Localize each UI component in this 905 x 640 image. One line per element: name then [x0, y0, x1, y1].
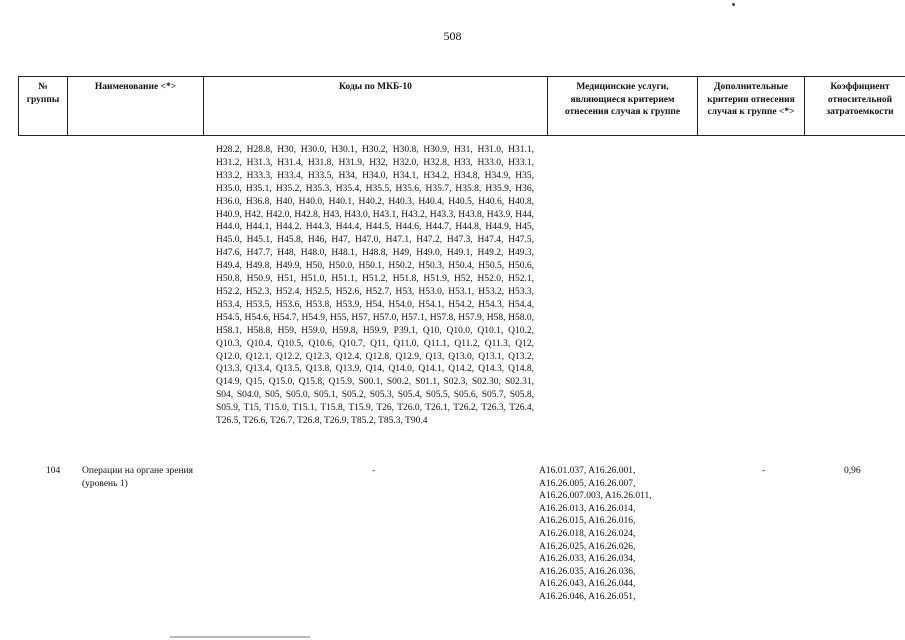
group-number: 104	[46, 466, 61, 476]
table-header	[18, 76, 905, 136]
service-line: A16.26.046, A16.26.051,	[539, 591, 636, 602]
header-coefficient: Коэффициент относительной затратоемкости	[805, 77, 905, 136]
service-line: A16.26.015, A16.26.016,	[539, 516, 636, 527]
icd-codes-dash: -	[372, 466, 376, 476]
scan-speck	[732, 3, 735, 6]
continuation-icd-codes: H28.2, H28.8, H30, H30.0, H30.1, H30.2, H30.8, H30.9, H31, H31.0, H31.1, H31.2, H31.3, H31.4, H31.8, H31.9, H32, H32.0, H32.8, H33, H33.0, H33.1, H33.2, H33.3, H33.4, H33.5, H34, H34.0, H34.1, H34.2, H34.8, H34.9, H35, H35.0, H35.1, H35.2, H35.3, H35.4, H35.5, H35.6, H35.7, H35.8, H35.9, H36, H36.0, H36.8, H40, H40.0, H40.1, H40.2, H40.3, H40.4, H40.5, H40.6, H40.8, H40.9, H42, H42.0, H42.8, H43, H43.0, H43.1, H43.2, H43.3, H43.8, H43.9, H44, H44.0, H44.1, H44.2, H44.3, H44.4, H44.5, H44.6, H44.7, H44.8, H44.9, H45, H45.0, H45.1, H45.8, H46, H47, H47.0, H47.1, H47.2, H47.3, H47.4, H47.5, H47.6, H47.7, H48, H48.0, H48.1, H48.8, H49, H49.0, H49.1, H49.2, H49.3, H49.4, H49.8, H49.9, H50, H50.0, H50.1, H50.2, H50.3, H50.4, H50.5, H50.6, H50.8, H50.9, H51, H51.0, H51.1, H51.2, H51.8, H51.9, H52, H52.0, H52.1, H52.2, H52.3, H52.4, H52.5, H52.6, H52.7, H53, H53.0, H53.1, H53.2, H53.3, H53.4, H53.5, H53.6, H53.8, H53.9, H54, H54.0, H54.1, H54.2, H54.3, H54.4, H54.5, H54.6, H54.7, H54.9, H55, H57, H57.0, H57.1, H57.8, H57.9, H58, H58.0, H58.1, H58.8, H59, H59.0, H59.8, H59.9, P39.1, Q10, Q10.0, Q10.1, Q10.2, Q10.3, Q10.4, Q10.5, Q10.6, Q10.7, Q11, Q11.0, Q11.1, Q11.2, Q11.3, Q12, Q12.0, Q12.1, Q12.2, Q12.3, Q12.4, Q12.8, Q12.9, Q13, Q13.0, Q13.1, Q13.2, Q13.3, Q13.4, Q13.5, Q13.8, Q13.9, Q14, Q14.0, Q14.1, Q14.2, Q14.3, Q14.8, Q14.9, Q15, Q15.0, Q15.8, Q15.9, S00.1, S00.2, S01.1, S02.3, S02.30, S02.31, S04, S04.0, S05, S05.0, S05.1, S05.2, S05.3, S05.4, S05.5, S05.6, S05.7, S05.8, S05.9, T15, T15.0, T15.1, T15.8, T15.9, T26, T26.0, T26.1, T26.2, T26.3, T26.4, T26.5, T26.6, T26.7, T26.8, T26.9, T85.2, T85.3, T90.4	[216, 145, 534, 427]
additional-criteria-dash: -	[762, 466, 766, 476]
service-line: A16.26.033, A16.26.034,	[539, 554, 636, 565]
page-number: 508	[443, 29, 462, 43]
service-line: A16.26.005, A16.26.007,	[539, 478, 636, 489]
header-icd-codes: Коды по МКБ-10	[204, 77, 548, 136]
cost-coefficient: 0,96	[844, 466, 861, 476]
header-name: Наименование <*>	[68, 77, 204, 136]
service-line: A16.01.037, A16.26.001,	[539, 466, 636, 476]
header-additional-criteria: Дополнительные критерии отнесения случая к группе <*>	[698, 77, 805, 136]
header-medical-services: Медицинские услуги, являющиеся критерием отнесения случая к группе	[548, 77, 698, 136]
medical-services-list	[539, 465, 684, 604]
service-line: A16.26.007.003, A16.26.011,	[539, 491, 652, 502]
scan-bottom-edge	[170, 636, 310, 638]
service-line: A16.26.043, A16.26.044,	[539, 579, 636, 590]
header-row	[19, 77, 905, 136]
service-line: A16.26.025, A16.26.026,	[539, 541, 636, 552]
header-group-number: № группы	[19, 77, 68, 136]
service-line: A16.26.018, A16.26.024,	[539, 528, 636, 539]
service-line: A16.26.013, A16.26.014,	[539, 503, 636, 514]
service-line: A16.26.035, A16.26.036,	[539, 566, 636, 577]
group-name: Операции на органе зрения (уровень 1)	[82, 466, 193, 489]
